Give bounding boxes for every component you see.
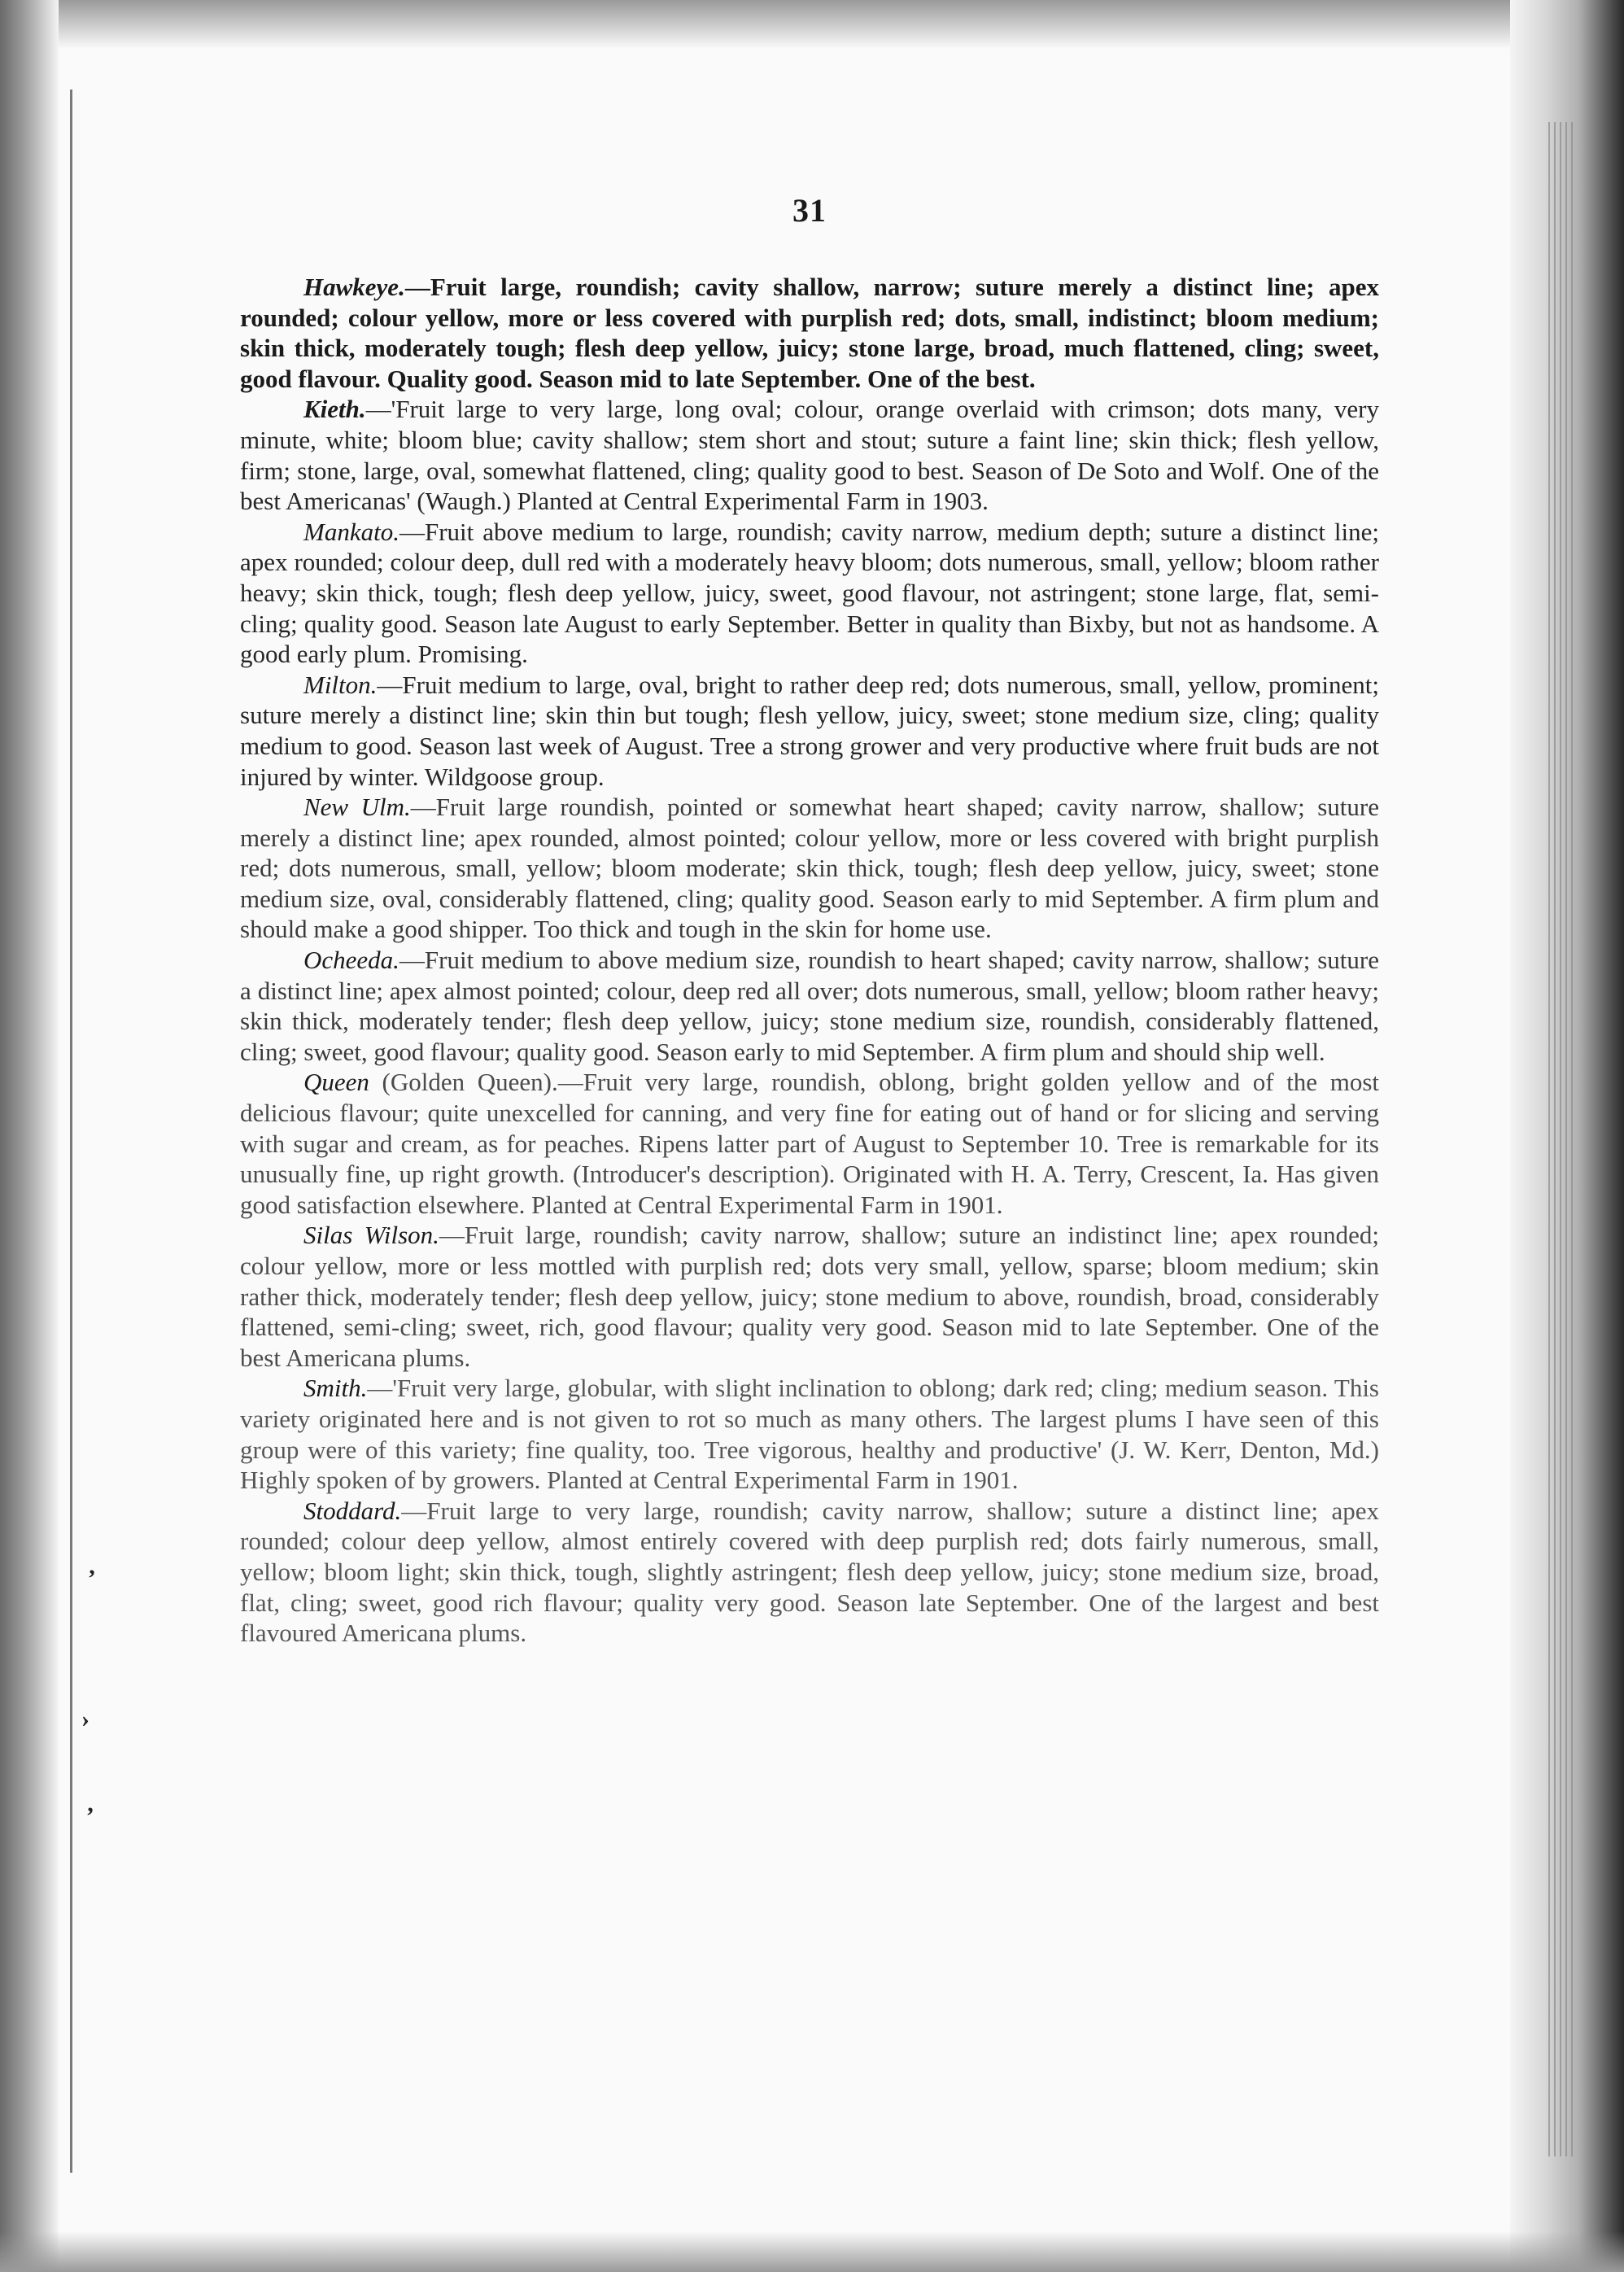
margin-mark: ‚ — [88, 1553, 96, 1579]
entry-milton — [240, 670, 1379, 792]
margin-mark: › — [81, 1706, 89, 1732]
entry-new-ulm — [240, 792, 1379, 945]
variety-name: Stoddard. — [303, 1496, 402, 1525]
entry-mankato — [240, 517, 1379, 670]
variety-description: —'Fruit very large, globular, with slight inclination to oblong; dark red; cling; medium season. This variety originated here and is not given to rot so much as many others. The largest plums I have seen of this group were of this variety; fine quality, too. Tree vigorous, healthy and productive' (J. W. Kerr, Denton, Md.) Highly spoken of by growers. Planted at Central Experimental Farm in 1901. — [240, 1374, 1379, 1495]
margin-mark: ‚ — [86, 1790, 94, 1817]
variety-description: —Fruit medium to above medium size, roundish to heart shaped; cavity narrow, shallow; suture a distinct line; apex almost pointed; colour, deep red all over; dots numerous, small, yellow; bloom rather heavy; skin thick, moderately tender; flesh deep yellow, juicy; stone medium size, roundish, considerably flattened, cling; sweet, good flavour; quality good. Season early to mid September. A firm plum and should ship well. — [240, 946, 1379, 1066]
variety-name: Hawkeye. — [303, 273, 405, 301]
entry-smith — [240, 1373, 1379, 1495]
page-left-edge-line — [70, 90, 72, 2173]
book-spine-shadow — [0, 0, 59, 2272]
variety-description: —Fruit large, roundish; cavity shallow, narrow; suture merely a distinct line; apex rounded; colour yellow, more or less covered with purplish red; dots, small, indistinct; bloom medium; skin thick, moderately tough; flesh deep yellow, juicy; stone large, broad, much flattened, cling; sweet, good flavour. Quality good. Season mid to late September. One of the best. — [240, 273, 1379, 393]
variety-name: New Ulm. — [303, 793, 411, 822]
entry-queen — [240, 1067, 1379, 1220]
entry-silas-wilson — [240, 1220, 1379, 1373]
entry-hawkeye — [240, 272, 1379, 394]
variety-description: —Fruit large roundish, pointed or somewhat heart shaped; cavity narrow, shallow; suture merely a distinct line; apex rounded, almost pointed; colour yellow, more or less covered with bright purplish red; dots numerous, small, yellow; bloom moderate; skin thick, tough; flesh deep yellow, juicy, sweet; stone medium size, oval, considerably flattened, cling; quality good. Season early to mid September. A firm plum and should make a good shipper. Too thick and tough in the skin for home use. — [240, 793, 1380, 944]
entry-stoddard — [240, 1496, 1379, 1649]
variety-description: —Fruit large to very large, roundish; cavity narrow, shallow; suture a distinct line; apex rounded; colour deep yellow, almost entirely covered with deep purplish red; dots fairly numerous, small, yellow; bloom light; skin thick, tough, slightly astringent; flesh deep yellow, juicy; stone medium size, broad, flat, cling; sweet, good rich flavour; quality very good. Season late September. One of the largest and best flavoured Americana plums. — [240, 1496, 1379, 1648]
variety-name: Silas Wilson. — [303, 1221, 439, 1250]
variety-description: —Fruit large, roundish; cavity narrow, shallow; suture an indistinct line; apex rounded; colour yellow, more or less mottled with purplish red; dots very small, yellow, sparse; bloom medium; skin rather thick, moderately tender; flesh deep yellow, juicy; stone medium to above, roundish, broad, considerably flattened, semi-cling; sweet, rich, good flavour; quality very good. Season mid to late September. One of the best Americana plums. — [240, 1221, 1379, 1372]
entry-kieth — [240, 394, 1379, 516]
page-stack-lines — [1544, 122, 1577, 2156]
variety-name: Smith. — [303, 1374, 368, 1403]
variety-name: Queen — [303, 1068, 369, 1097]
page-number: 31 — [792, 192, 827, 229]
document-page — [240, 191, 1379, 1649]
variety-description: —Fruit medium to large, oval, bright to rather deep red; dots numerous, small, yellow, prominent; suture merely a distinct line; skin thin but tough; flesh yellow, juicy, sweet; stone medium size, cling; quality medium to good. Season last week of August. Tree a strong grower and very productive where fruit buds are not injured by winter. Wildgoose group. — [240, 670, 1379, 791]
variety-name: Milton. — [303, 670, 378, 699]
entry-ocheeda — [240, 945, 1379, 1067]
variety-name: Kieth. — [303, 395, 366, 424]
scan-bottom-shadow — [0, 2231, 1624, 2272]
variety-name: Ocheeda. — [303, 946, 399, 975]
variety-description: —Fruit above medium to large, roundish; cavity narrow, medium depth; suture a distinct line; apex rounded; colour deep, dull red with a moderately heavy bloom; dots numerous, small, yellow; bloom rather heavy; skin thick, tough; flesh deep yellow, juicy, sweet, good flavour, not astringent; stone large, flat, semi-cling; quality good. Season late August to early September. Better in quality than Bixby, but not as handsome. A good early plum. Promising. — [240, 517, 1379, 669]
variety-description: (Golden Queen).—Fruit very large, roundish, oblong, bright golden yellow and of the most delicious flavour; quite unexcelled for canning, and very fine for eating out of hand or for slicing and serving with sugar and cream, as for peaches. Ripens latter part of August to September 10. Tree is remarkable for its unusually fine, up right growth. (Introducer's description). Originated with H. A. Terry, Crescent, Ia. Has given good satisfaction elsewhere. Planted at Central Experimental Farm in 1901. — [240, 1068, 1379, 1219]
variety-name: Mankato. — [303, 517, 399, 546]
scan-top-shadow — [0, 0, 1624, 49]
variety-description: —'Fruit large to very large, long oval; colour, orange overlaid with crimson; dots many, very minute, white; bloom blue; cavity shallow; stem short and stout; suture a faint line; skin thick; flesh yellow, firm; stone, large, oval, somewhat flattened, cling; quality good to best. Season of De Soto and Wolf. One of the best Americanas' (Waugh.) Planted at Central Experimental Farm in 1903. — [240, 395, 1379, 516]
